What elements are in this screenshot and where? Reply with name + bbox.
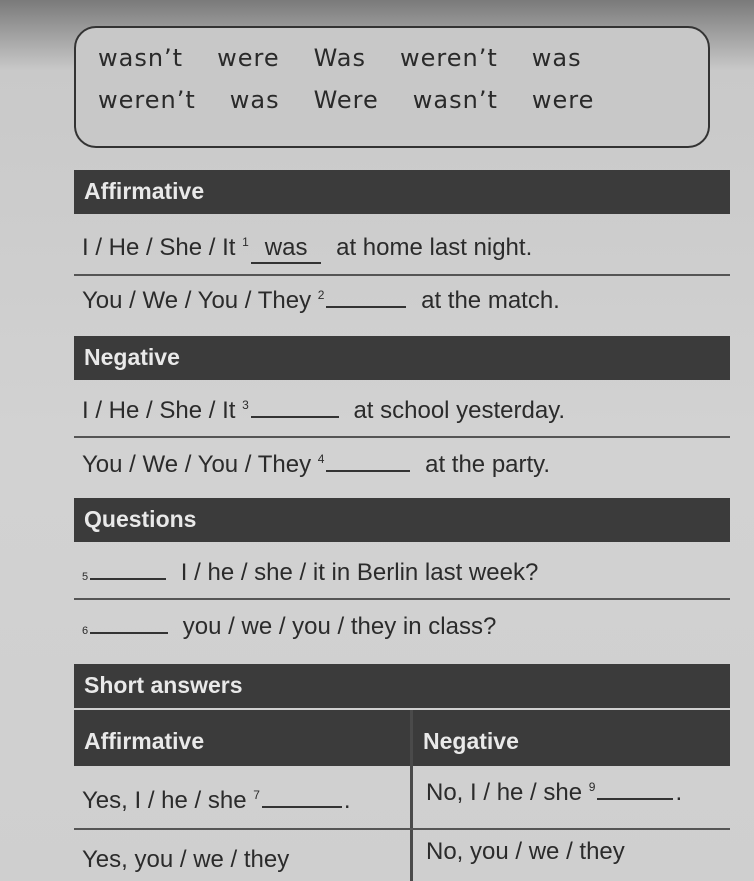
short-answers-heading — [74, 664, 730, 708]
answer-blank[interactable] — [326, 450, 410, 472]
short-answer-affirmative-2 — [82, 846, 289, 874]
word-bank-row-1 — [98, 44, 582, 72]
word-bank-item: Was — [313, 44, 366, 72]
word-bank-item: weren’t — [98, 86, 196, 114]
answer-blank[interactable] — [90, 558, 166, 580]
short-answer-affirmative-1: Yes, I / he / she $^7$ . — [82, 787, 351, 814]
sentence-rest: you / we / you / they in class? — [182, 613, 497, 640]
item-number: 1 — [242, 235, 249, 249]
item-number: 3 — [242, 398, 249, 412]
word-bank-item: were — [217, 44, 280, 72]
word-bank-item: Were — [313, 86, 379, 114]
word-bank-item: were — [531, 86, 595, 114]
item-number: 7 — [253, 788, 260, 802]
affirmative-line-2 — [82, 286, 560, 315]
affirmative-heading — [74, 170, 730, 214]
subject: You / We / You / They — [82, 287, 312, 314]
affirmative-heading-label: Affirmative — [84, 178, 205, 204]
answer-blank[interactable] — [251, 396, 339, 418]
affirmative-column-label: Affirmative — [84, 728, 205, 754]
answer-text: Yes, you / we / they — [82, 846, 290, 873]
sentence-rest: at the match. — [421, 287, 560, 314]
questions-line-1 — [82, 558, 538, 587]
answer-text: No, I / he / she — [426, 779, 583, 806]
negative-heading — [74, 336, 730, 380]
answer-text: No, you / we / they — [426, 838, 625, 865]
sentence-rest: at the party. — [425, 451, 551, 478]
item-number: 5 — [82, 571, 89, 583]
questions-line-2 — [82, 612, 496, 641]
word-bank-item: weren’t — [400, 44, 498, 72]
short-answer-negative-1: No, I / he / she $^9$ . — [426, 779, 683, 806]
column-divider — [410, 710, 413, 881]
divider — [74, 598, 730, 600]
negative-line-2 — [82, 450, 550, 479]
sentence-rest: I / he / she / it in Berlin last week? — [180, 559, 539, 586]
word-bank-row-2 — [98, 86, 594, 114]
sentence-rest: at school yesterday. — [353, 397, 566, 424]
answer-blank[interactable] — [326, 286, 406, 308]
word-bank-item: was — [229, 86, 280, 114]
subject: I / He / She / It — [82, 397, 236, 424]
divider — [74, 828, 730, 830]
item-number: 4 — [317, 452, 325, 466]
subject: You / We / You / They — [82, 451, 312, 478]
divider — [74, 436, 730, 438]
item-number: 2 — [317, 288, 325, 302]
short-answers-negative-heading — [413, 710, 730, 766]
subject: I / He / She / It — [82, 234, 236, 261]
answer-blank[interactable] — [262, 786, 342, 808]
negative-heading-label: Negative — [84, 344, 180, 370]
affirmative-line-1 — [82, 234, 532, 264]
questions-heading-label: Questions — [84, 506, 197, 532]
negative-column-label: Negative — [423, 728, 519, 754]
short-answer-negative-2 — [426, 838, 625, 866]
word-bank-item: wasn’t — [412, 86, 498, 114]
answer-blank[interactable] — [90, 612, 168, 634]
word-bank-item: wasn’t — [98, 44, 184, 72]
word-bank-item: was — [531, 44, 582, 72]
answer-blank-filled[interactable]: was — [251, 234, 322, 264]
short-answers-affirmative-heading — [74, 710, 410, 766]
item-number: 6 — [82, 625, 89, 637]
answer-text: Yes, I / he / she — [82, 787, 247, 814]
item-number: 9 — [588, 780, 596, 794]
questions-heading — [74, 498, 730, 542]
negative-line-1 — [82, 396, 565, 425]
word-bank — [74, 26, 710, 148]
short-answers-heading-label: Short answers — [84, 672, 243, 698]
answer-blank[interactable] — [597, 778, 673, 800]
divider — [74, 274, 730, 276]
sentence-rest: at home last night. — [336, 234, 533, 261]
